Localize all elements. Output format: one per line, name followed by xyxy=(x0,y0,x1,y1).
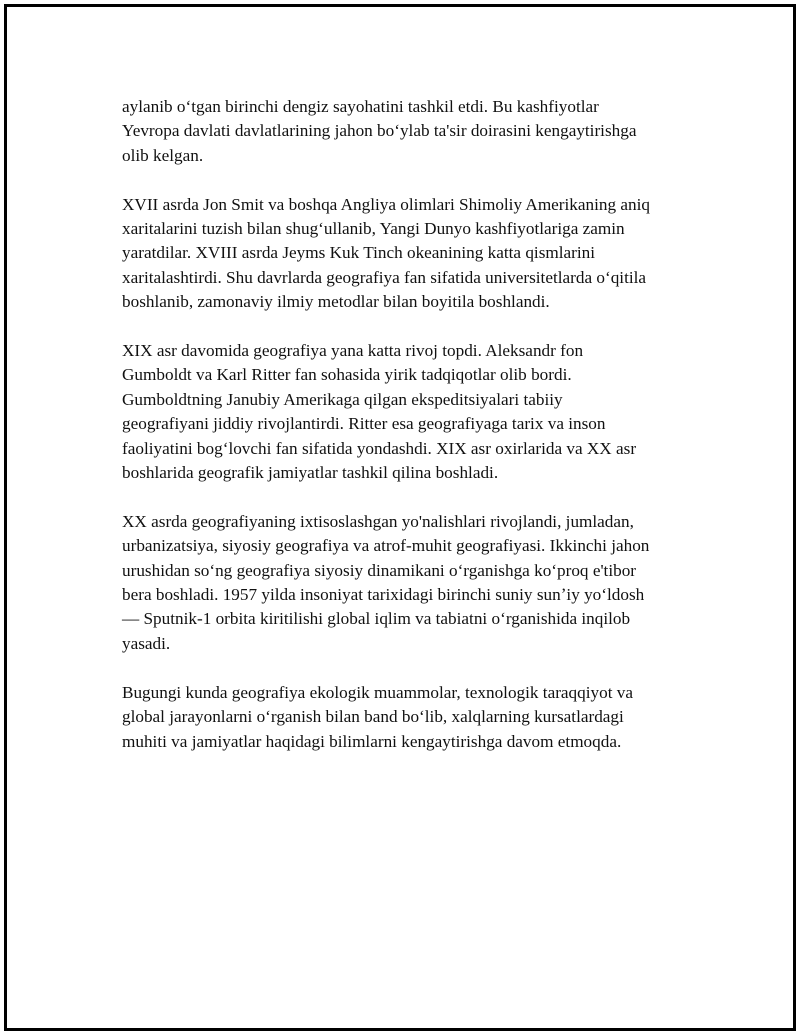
document-body xyxy=(122,95,702,778)
paragraph: aylanib oʻtgan birinchi dengiz sayohatini tashkil etdi. Bu kashfiyotlar Yevropa davlati davlatlarining jahon boʻylab ta'sir doirasini kengaytirishga olib kelgan. xyxy=(122,97,637,165)
paragraph: XX asrda geografiyaning ixtisoslashgan yo'nalishlari rivojlandi, jumladan, urbanizatsiya, siyosiy geografiya va atrof-muhit geografiyasi. Ikkinchi jahon urushidan soʻng geografiya siyosiy dinamikani oʻrganishga koʻproq e'tibor bera boshladi. 1957 yilda insoniyat tarixidagi birinchi suniy sunʼiy yoʻldosh — Sputnik-1 orbita kiritilishi global iqlim va tabiatni oʻrganishida inqilob yasadi. xyxy=(122,511,650,653)
paragraph: Bugungi kunda geografiya ekologik muammolar, texnologik taraqqiyot va global jarayonlarni oʻrganish bilan band boʻlib, xalqlarning kursatlardagi muhiti va jamiyatlar haqidagi bilimlarni kengaytirishga davom etmoqda. xyxy=(122,682,634,751)
paragraph: XVII asrda Jon Smit va boshqa Angliya olimlari Shimoliy Amerikaning aniq xaritalarini tuzish bilan shugʻullanib, Yangi Dunyo kashfiyotlariga zamin yaratdilar. XVIII asrda Jeyms Kuk Tinch okeanining katta qismlarini xaritalashtirdi. Shu davrlarda geografiya fan sifatida universitetlarda oʻqitila boshlanib, zamonaviy ilmiy metodlar bilan boyitila boshlandi. xyxy=(122,194,650,312)
page-frame xyxy=(4,4,796,1031)
paragraph: XIX asr davomida geografiya yana katta rivoj topdi. Aleksandr fon Gumboldt va Karl Ritter fan sohasida yirik tadqiqotlar olib bordi. Gumboldtning Janubiy Amerikaga qilgan ekspeditsiyalari tabiiy geografiyani jiddiy rivojlantirdi. Ritter esa geografiyaga tarix va inson faoliyatini bogʻlovchi fan sifatida yondashdi. XIX asr oxirlarida va XX asr boshlarida geografik jamiyatlar tashkil qilina boshladi. xyxy=(122,341,637,483)
